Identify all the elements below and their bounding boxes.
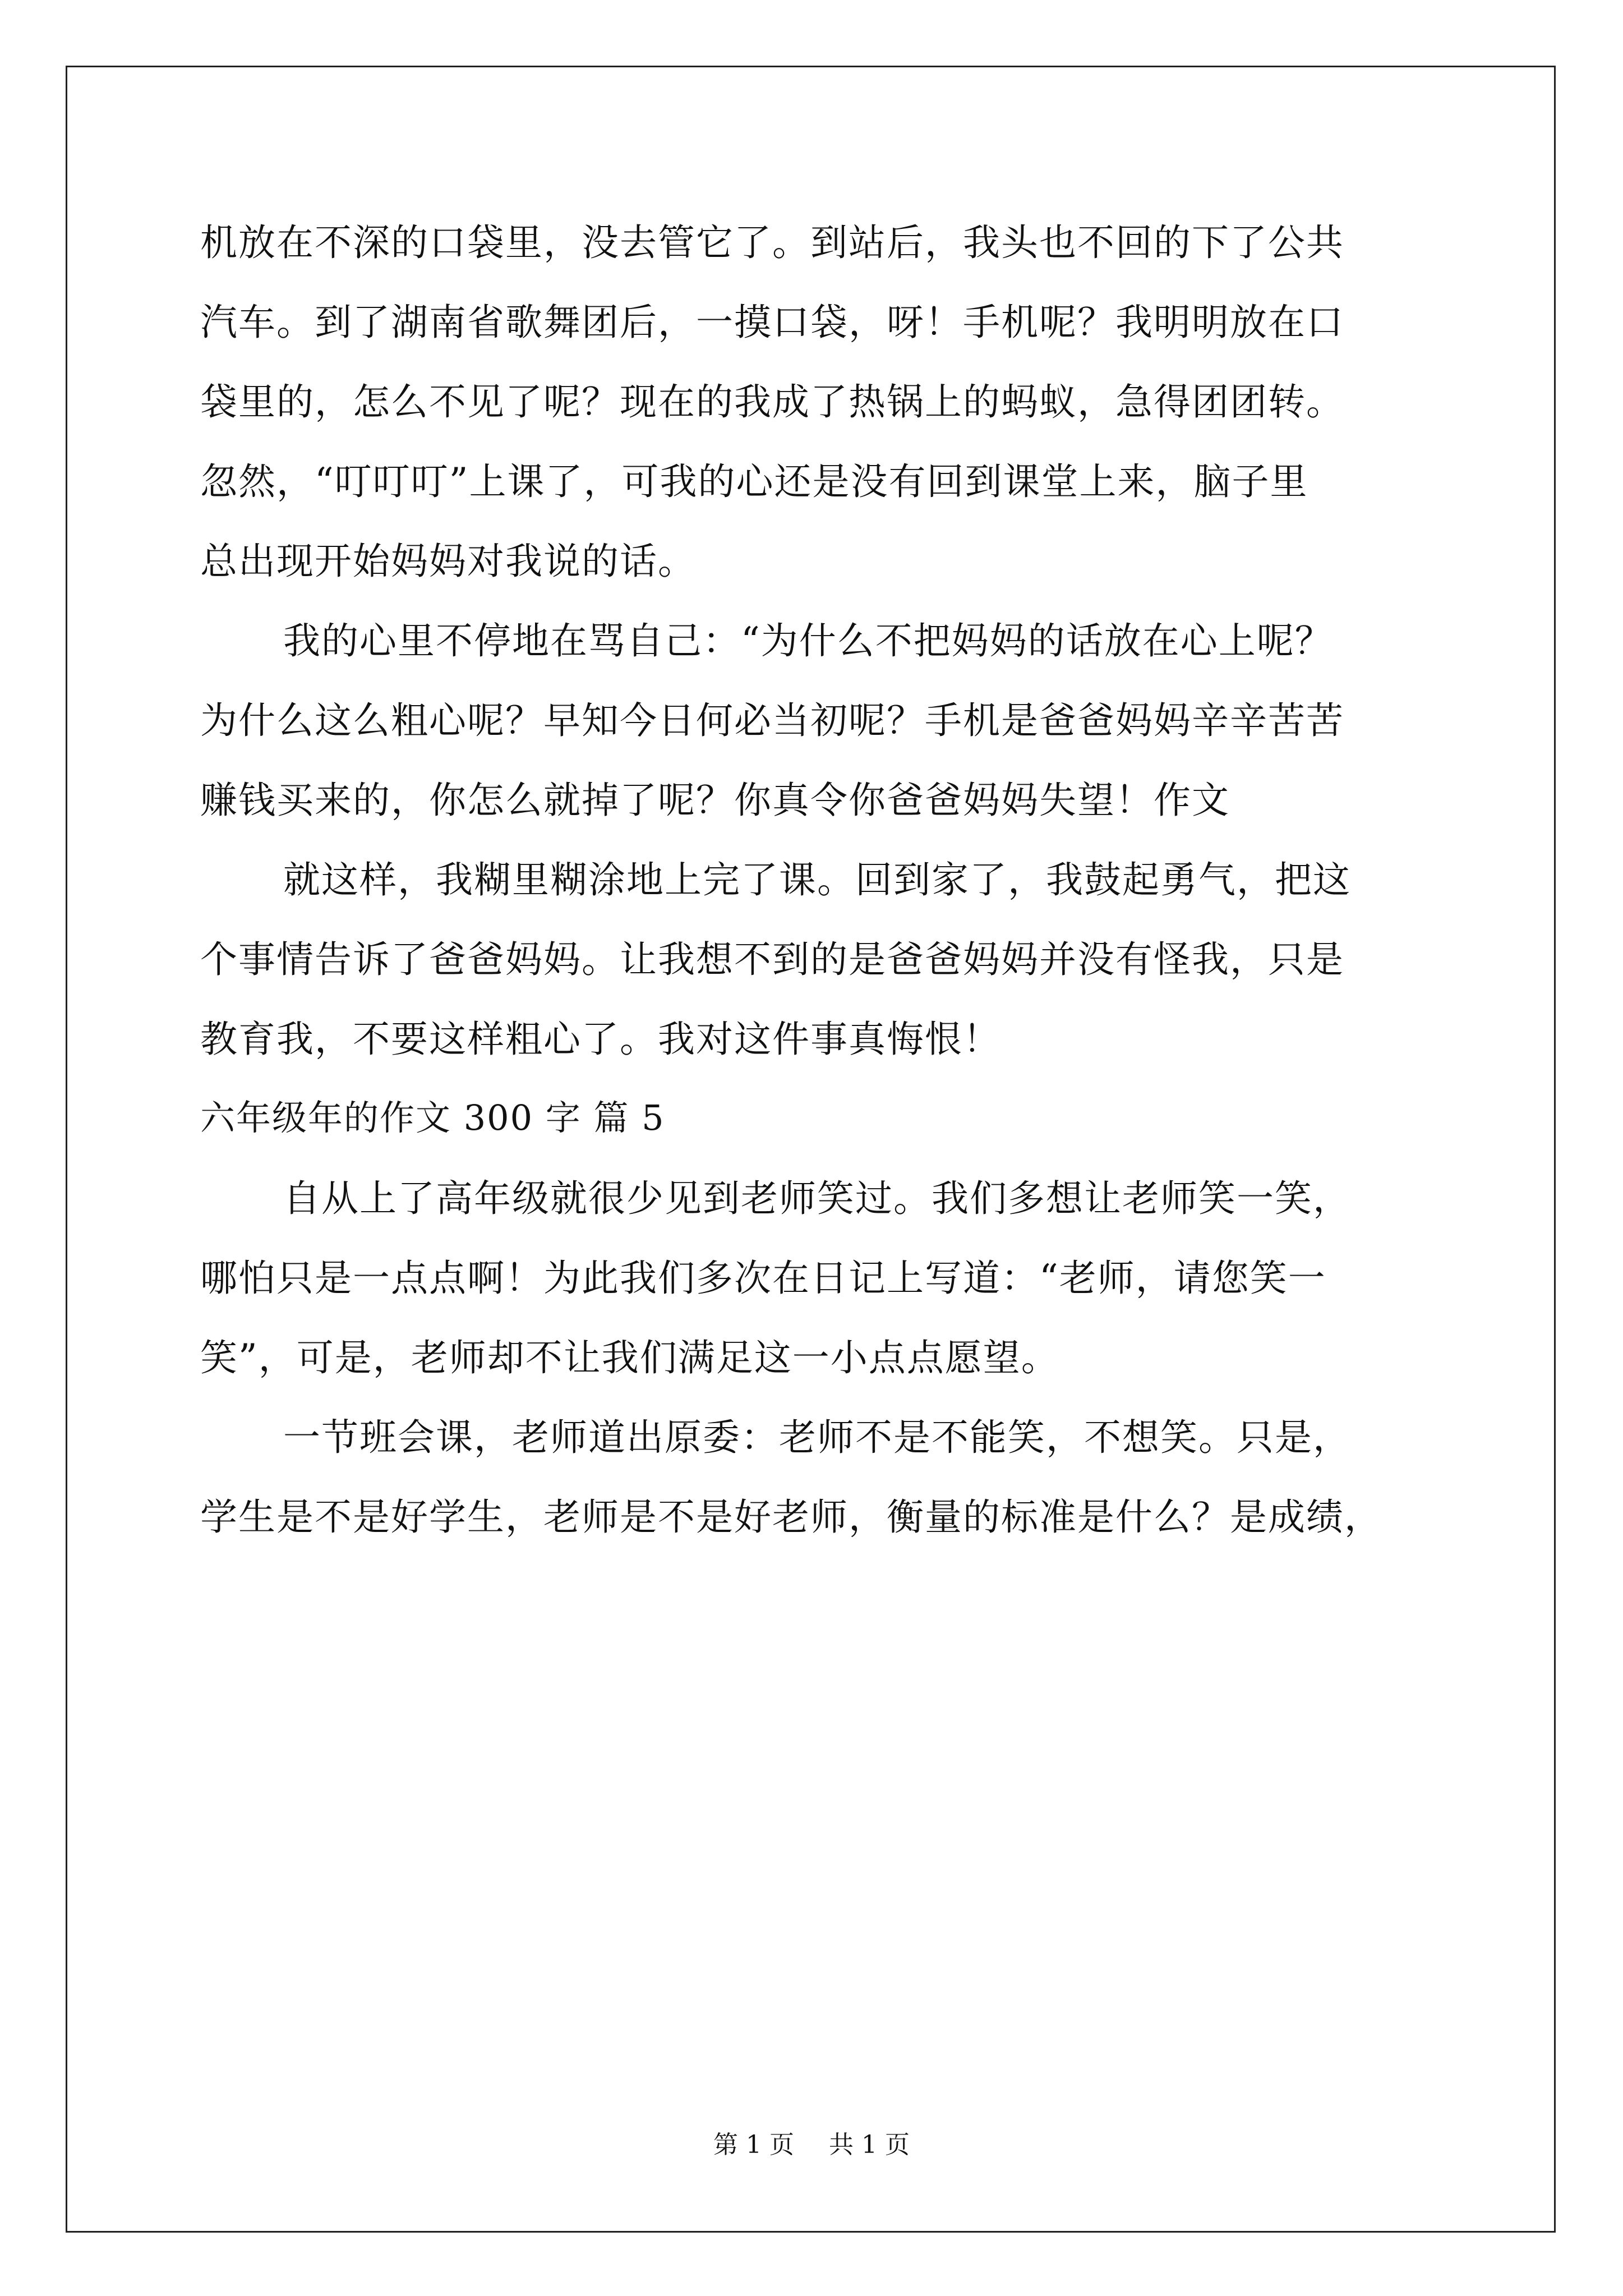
paragraph-start-line: 我的心里不停地在骂自己：“为什么不把妈妈的话放在心上呢？ — [283, 619, 1333, 662]
text-line: 学生是不是好学生，老师是不是好老师，衡量的标准是什么？是成绩， — [200, 1496, 1382, 1539]
text-line: 赚钱买来的，你怎么就掉了呢？你真令你爸爸妈妈失望！作文 — [200, 779, 1230, 822]
paragraph-start-line: 就这样，我糊里糊涂地上完了课。回到家了，我鼓起勇气，把这 — [283, 858, 1351, 901]
section-heading: 六年级年的作文 300 字 篇 5 — [200, 1097, 665, 1138]
page-number-current: 第 1 页 — [713, 2131, 794, 2159]
text-line: 哪怕只是一点点啊！为此我们多次在日记上写道：“老师，请您笑一 — [200, 1257, 1326, 1300]
text-line: 笑”，可是，老师却不让我们满足这一小点点愿望。 — [200, 1336, 1059, 1379]
text-line: 机放在不深的口袋里，没去管它了。到站后，我头也不回的下了公共 — [200, 221, 1344, 264]
text-line: 忽然，“叮叮叮”上课了，可我的心还是没有回到课堂上来，脑子里 — [200, 460, 1308, 503]
text-line: 总出现开始妈妈对我说的话。 — [200, 540, 696, 583]
text-line: 为什么这么粗心呢？早知今日何必当初呢？手机是爸爸妈妈辛辛苦苦 — [200, 699, 1344, 742]
text-line: 教育我，不要这样粗心了。我对这件事真悔恨！ — [200, 1018, 1001, 1061]
page-footer — [0, 2133, 1623, 2157]
text-line: 汽车。到了湖南省歌舞团后，一摸口袋，呀！手机呢？我明明放在口 — [200, 301, 1344, 344]
text-line: 个事情告诉了爸爸妈妈。让我想不到的是爸爸妈妈并没有怪我，只是 — [200, 938, 1344, 981]
page-number-total: 共 1 页 — [829, 2131, 910, 2159]
paragraph-start-line: 自从上了高年级就很少见到老师笑过。我们多想让老师笑一笑， — [283, 1177, 1351, 1220]
paragraph-start-line: 一节班会课，老师道出原委：老师不是不能笑，不想笑。只是， — [283, 1416, 1351, 1459]
text-line: 袋里的，怎么不见了呢？现在的我成了热锅上的蚂蚁，急得团团转。 — [200, 380, 1344, 424]
